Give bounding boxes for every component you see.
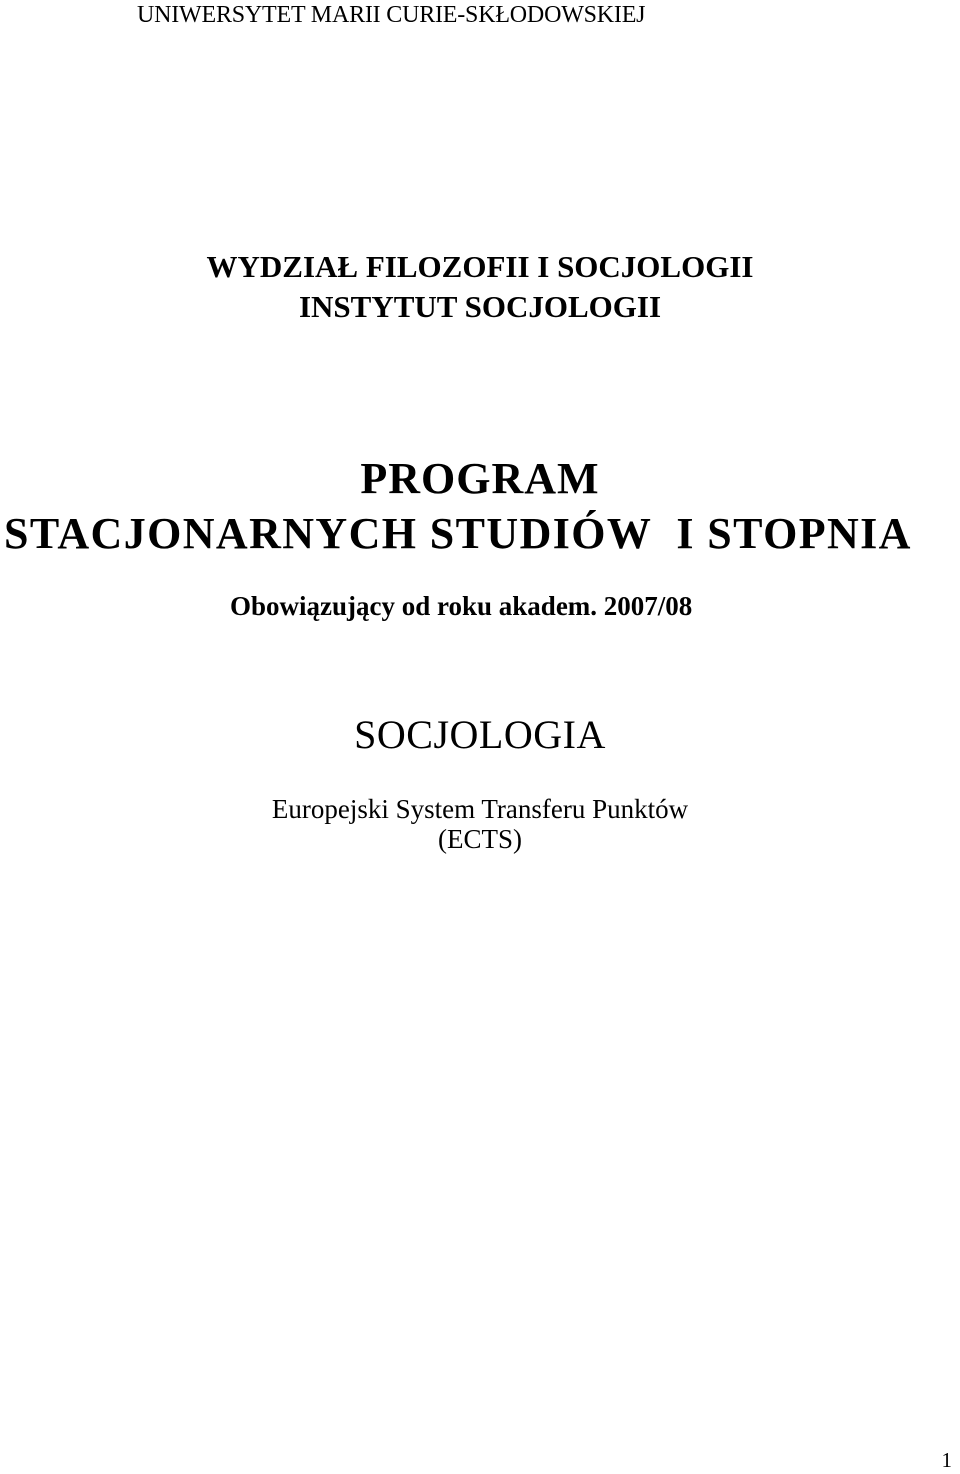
validity-note: Obowiązujący od roku akadem. 2007/08 (230, 591, 693, 621)
program-title: STACJONARNYCH STUDIÓW I STOPNIA (4, 509, 912, 558)
ects-abbreviation: (ECTS) (438, 824, 522, 854)
page-number: 1 (941, 1448, 952, 1472)
field-of-study: SOCJOLOGIA (354, 712, 606, 757)
institute-name: INSTYTUT SOCJOLOGII (298, 289, 662, 324)
university-name: UNIWERSYTET MARII CURIE-SKŁODOWSKIEJ (137, 2, 646, 28)
ects-system-name: Europejski System Transferu Punktów (271, 794, 689, 824)
program-heading: PROGRAM (360, 454, 600, 503)
faculty-name: WYDZIAŁ FILOZOFII I SOCJOLOGII (206, 249, 754, 284)
